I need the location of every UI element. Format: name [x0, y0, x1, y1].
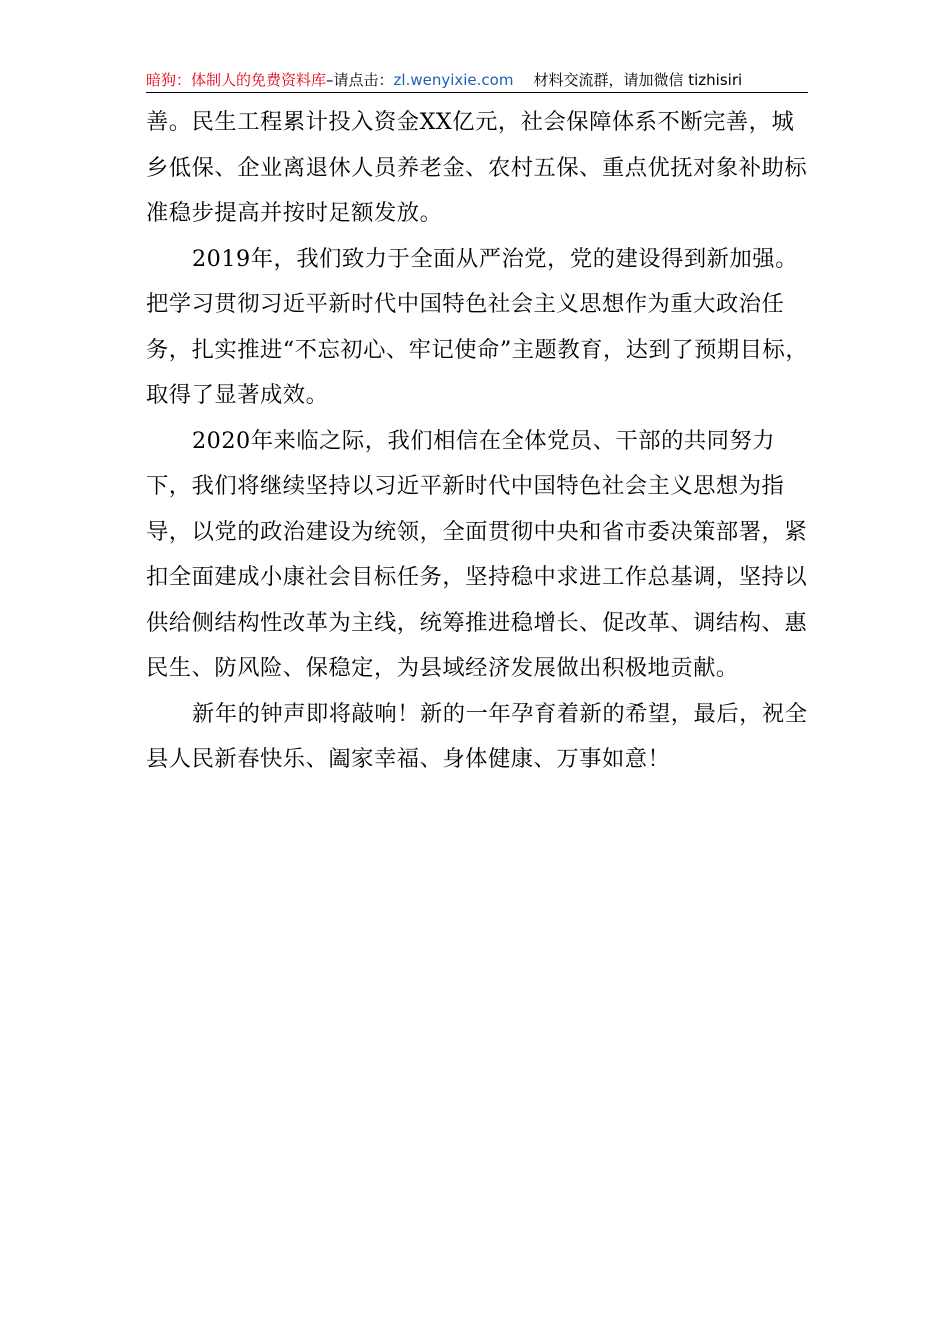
- header-click-prompt: –请点击：: [326, 71, 394, 89]
- paragraph-2020-outlook: 2020年来临之际，我们相信在全体党员、干部的共同努力下，我们将继续坚持以习近平新时代中国特色社会主义思想为指导，以党的政治建设为统领，全面贯彻中央和省市委决策部署，紧扣全面建成小康社会目标任务，坚持稳中求进工作总基调，坚持以供给侧结构性改革为主线，统筹推进稳增长、促改革、调结构、惠民生、防风险、保稳定，为县域经济发展做出积极地贡献。: [146, 427, 808, 681]
- header-brand: 暗狗：体制人的免费资料库: [146, 71, 327, 89]
- header-link[interactable]: zl.wenyixie.com: [393, 71, 514, 89]
- paragraph-new-year-wishes: 新年的钟声即将敲响！新的一年孕育着新的希望，最后，祝全县人民新春快乐、阖家幸福、身体健康、万事如意！: [146, 700, 808, 772]
- paragraph-continuation: 善。民生工程累计投入资金XX亿元，社会保障体系不断完善，城乡低保、企业离退休人员养老金、农村五保、重点优抚对象补助标准稳步提高并按时足额发放。: [146, 109, 808, 226]
- document-body: [146, 100, 810, 783]
- paragraph-party-building: 2019年，我们致力于全面从严治党，党的建设得到新加强。把学习贯彻习近平新时代中国特色社会主义思想作为重大政治任务，扎实推进“不忘初心、牢记使命”主题教育，达到了预期目标，取得了显著成效。: [146, 245, 809, 408]
- header-group-info: 材料交流群，请加微信 tizhisiri: [533, 71, 743, 89]
- page-header: [146, 68, 808, 93]
